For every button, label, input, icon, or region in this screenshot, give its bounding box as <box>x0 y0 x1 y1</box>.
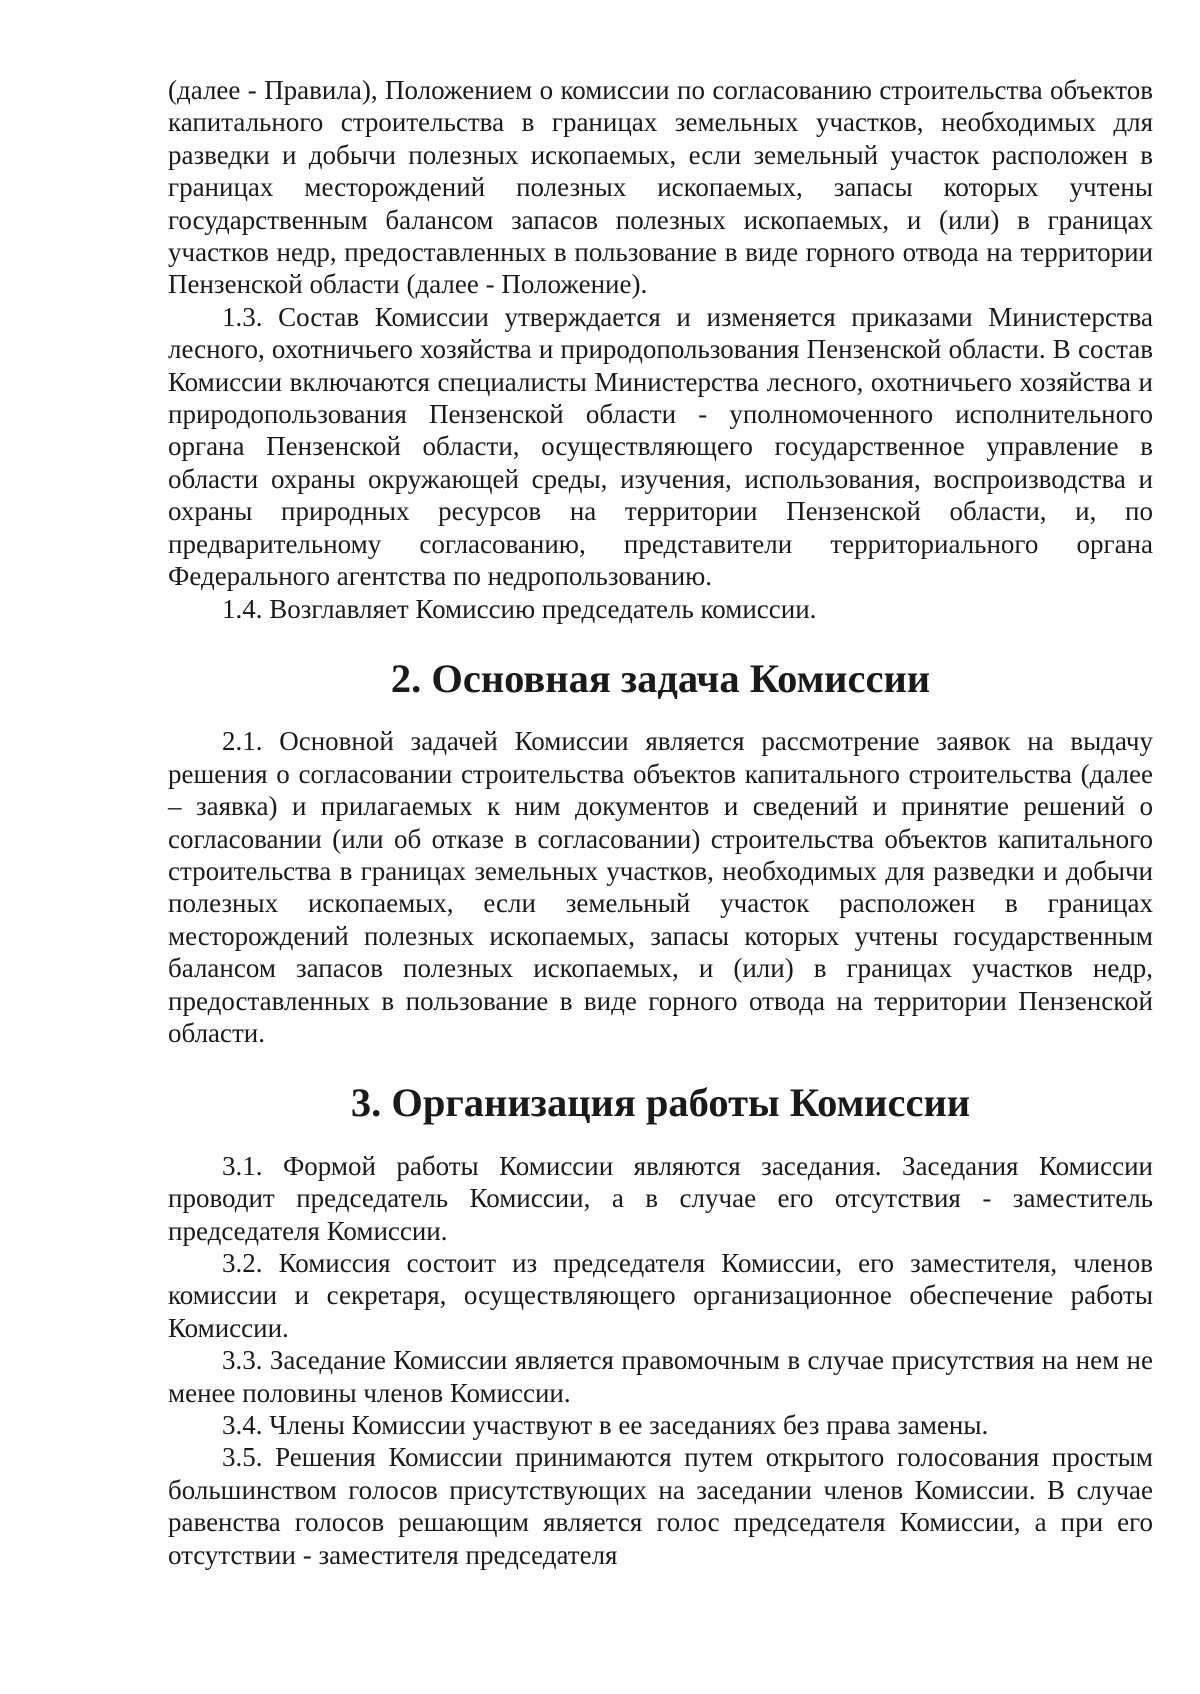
paragraph-1-4: 1.4. Возглавляет Комиссию председатель комиссии. <box>222 593 817 624</box>
paragraph-3-2: 3.2. Комиссия состоит из председателя Комиссии, его заместителя, членов комиссии и секретаря, осуществляющего организационное обеспечение работы Комиссии. <box>168 1248 1153 1343</box>
document-page <box>168 74 1153 1571</box>
paragraph-3-3: 3.3. Заседание Комиссии является правомочным в случае присутствия на нем не менее половины членов Комиссии. <box>168 1345 1153 1408</box>
paragraph-3-4: 3.4. Члены Комиссии участвуют в ее заседаниях без права замены. <box>222 1410 989 1441</box>
paragraph-intro-continuation: (далее - Правила), Положением о комиссии по согласованию строительства объектов капитального строительства в границах земельных участков, необходимых для разведки и добычи полезных ископаемых, если земельный участок расположен в границах месторождений полезных ископаемых, запасы которых учтены государственным балансом запасов полезных ископаемых, и (или) в границах участков недр, предоставленных в пользование в виде горного отвода на территории Пензенской области (далее - Положение). <box>168 75 1153 300</box>
paragraph-2-1: 2.1. Основной задачей Комиссии является рассмотрение заявок на выдачу решения о согласовании строительства объектов капитального строительства (далее – заявка) и прилагаемых к ним документов и сведений и принятие решений о согласовании (или об отказе в согласовании) строительства объектов капитального строительства в границах земельных участков, необходимых для разведки и добычи полезных ископаемых, если земельный участок расположен в границах месторождений полезных ископаемых, запасы которых учтены государственным балансом запасов полезных ископаемых, и (или) в границах участков недр, предоставленных в пользование в виде горного отвода на территории Пензенской области. <box>168 726 1153 1048</box>
section-2-heading: 2. Основная задача Комиссии <box>390 655 931 701</box>
paragraph-1-3: 1.3. Состав Комиссии утверждается и изменяется приказами Министерства лесного, охотничьего хозяйства и природопользования Пензенской области. В состав Комиссии включаются специалисты Министерства лесного, охотничьего хозяйства и природопользования Пензенской области - уполномоченного исполнительного органа Пензенской области, осуществляющего государственное управление в области охраны окружающей среды, изучения, использования, воспроизводства и охраны природных ресурсов на территории Пензенской области, и, по предварительному согласованию, представители территориального органа Федерального агентства по недропользованию. <box>168 301 1153 592</box>
paragraph-3-1: 3.1. Формой работы Комиссии являются заседания. Заседания Комиссии проводит председатель Комиссии, а в случае его отсутствия - заместитель председателя Комиссии. <box>168 1150 1153 1246</box>
paragraph-3-5: 3.5. Решения Комиссии принимаются путем открытого голосования простым большинством голосов присутствующих на заседании членов Комиссии. В случае равенства голосов решающим является голос председателя Комиссии, а при его отсутствии - заместителя председателя <box>168 1442 1153 1570</box>
section-3-heading: 3. Организация работы Комиссии <box>350 1080 971 1126</box>
